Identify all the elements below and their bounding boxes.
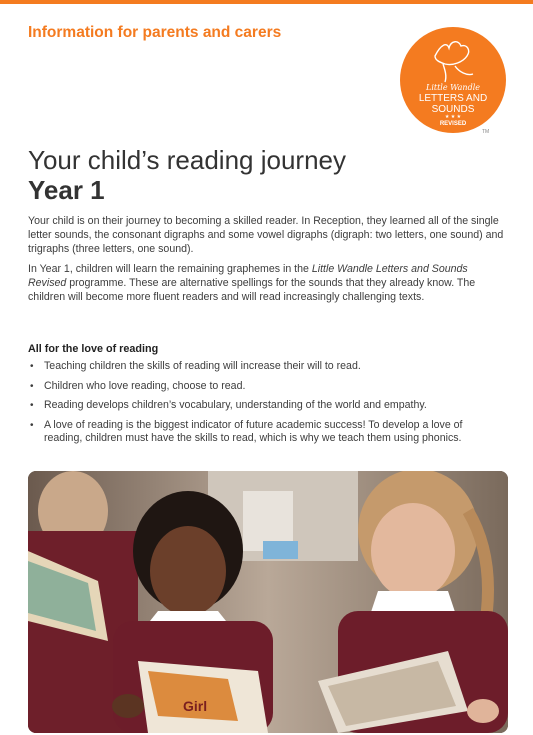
svg-text:SOUNDS: SOUNDS — [431, 104, 475, 115]
svg-text:★ ★ ★: ★ ★ ★ — [444, 114, 462, 120]
intro-text — [28, 214, 508, 310]
section-heading: All for the love of reading — [28, 343, 159, 355]
bullet-icon: • — [30, 400, 34, 411]
list-item: • Reading develops children’s vocabulary, understanding of the world and empathy. — [30, 399, 427, 411]
title-line-1: Your child’s reading journey — [28, 145, 346, 175]
bullet-list — [28, 360, 498, 452]
intro-paragraph-1: Your child is on their journey to becoming a skilled reader. In Reception, they learned all of the single letter sounds, the consonant digraphs and some vowel digraphs (digraph: two letters, one sound) and trigraphs (three letters, one sound). — [28, 215, 504, 255]
title-line-2: Year 1 — [28, 175, 105, 205]
list-item: • A love of reading is the biggest indicator of future academic success! To develop a love of reading, children must have the skills to read, which is why we teach them using phonics. — [30, 418, 463, 444]
svg-text:Little Wandle: Little Wandle — [426, 83, 480, 92]
bullet-icon: • — [30, 380, 34, 392]
list-item: • Children who love reading, choose to read. — [30, 379, 246, 392]
top-accent-bar — [0, 0, 533, 4]
children-reading-photo — [28, 471, 508, 733]
trademark-mark: TM — [482, 129, 490, 135]
little-wandle-logo — [397, 26, 509, 134]
svg-text:LETTERS AND: LETTERS AND — [418, 93, 488, 104]
book-cover-text: Girl — [183, 698, 208, 714]
header-title: Information for parents and carers — [28, 24, 282, 41]
svg-text:REVISED: REVISED — [439, 121, 467, 127]
list-item: • Teaching children the skills of reading will increase their will to read. — [30, 360, 361, 372]
bullet-icon: • — [30, 419, 34, 431]
page-title — [28, 145, 346, 205]
bullet-icon: • — [30, 361, 34, 372]
intro-paragraph-2: In Year 1, children will learn the remaining graphemes in the Little Wandle Letters and Sounds Revised programme. These are alternative spellings for the sounds that they already know. The children will become more fluent readers and will read increasingly challenging texts. — [28, 263, 476, 303]
